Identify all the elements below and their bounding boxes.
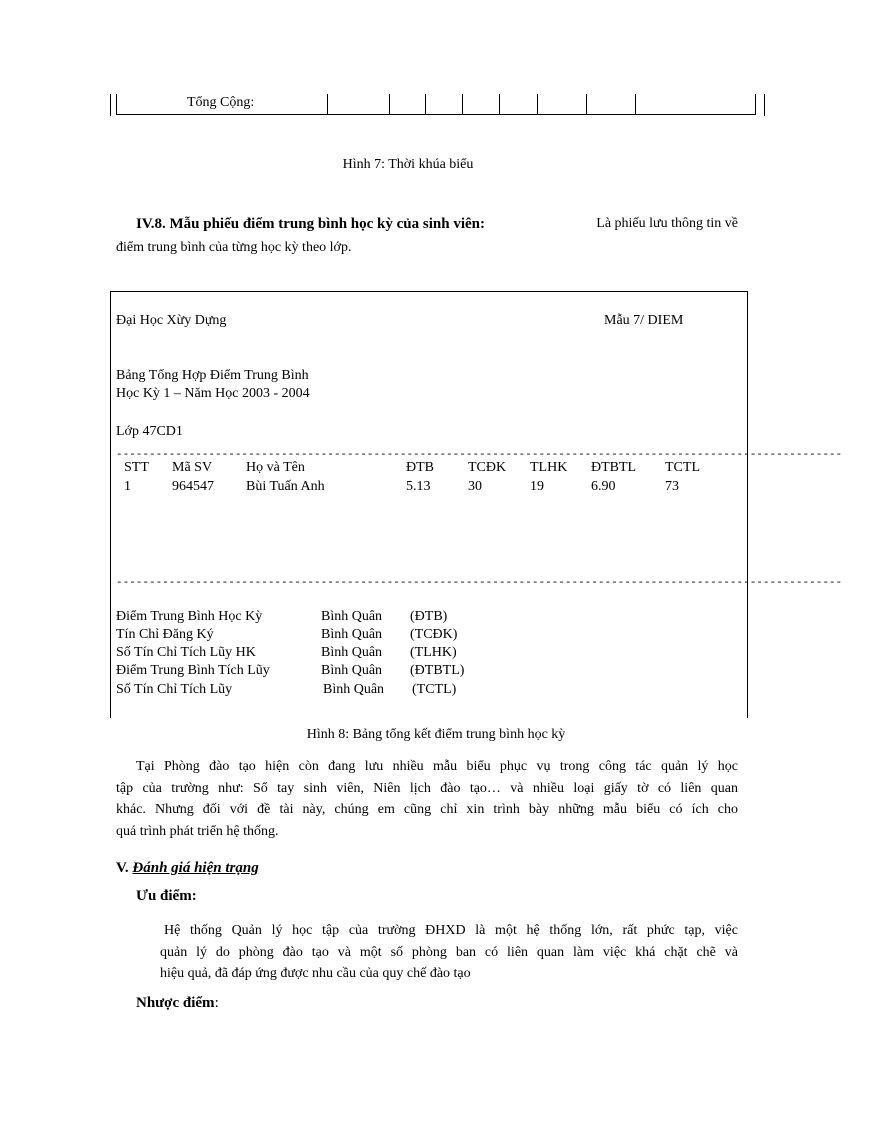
- class-label: Lớp 47CD1: [116, 424, 183, 439]
- cell-stt: 1: [124, 479, 131, 494]
- col-header-tcdk: TCĐK: [468, 460, 507, 475]
- cell-tlhk: 19: [530, 479, 544, 494]
- section-iv8-text-line2: điểm trung bình của từng học kỳ theo lớp.: [116, 240, 352, 255]
- disadvantages-colon: :: [214, 995, 219, 1011]
- section-iv8-title: IV.8. Mẫu phiếu điểm trung bình học kỳ của sinh viên:: [136, 216, 485, 232]
- cell-ho-ten: Bùi Tuấn Anh: [246, 479, 325, 494]
- cell-tctl: 73: [665, 479, 679, 494]
- figure-7-caption: Hình 7: Thời khúa biểu: [342, 157, 474, 172]
- paragraph-line: quá trình phát triển hệ thống.: [116, 823, 279, 839]
- paragraph-line: khác. Nhưng đối với đề tài này, chúng em cũng chỉ xin trình bày những mẫu biểu có ích cho: [116, 802, 738, 817]
- legend-abbr: (ĐTB): [410, 609, 448, 624]
- total-label: Tổng Cộng:: [187, 95, 255, 110]
- separator-dashes: --------------------------------------------------------------------------------------------------------------: [116, 449, 843, 461]
- total-row: [116, 94, 756, 115]
- section-v-title: Đánh giá hiện trạng: [132, 860, 259, 876]
- section-iv8-heading: [136, 216, 738, 233]
- col-header-dtbtl: ĐTBTL: [591, 460, 637, 475]
- legend-name: Số Tín Chỉ Tích Lũy HK: [116, 645, 256, 660]
- paragraph-line: Tại Phòng đào tạo hiện còn đang lưu nhiều mẫu biểu phục vụ trong công tác quản lý học: [136, 759, 738, 774]
- separator-dashes: --------------------------------------------------------------------------------------------------------------: [116, 577, 843, 589]
- legend-abbr: (TCĐK): [410, 627, 458, 642]
- legend-abbr: (TCTL): [412, 682, 457, 697]
- disadvantages-heading: Nhược điểm: [136, 995, 215, 1011]
- legend-name: Điểm Trung Bình Học Kỳ: [116, 609, 263, 624]
- form-code: Mẫu 7/ DIEM: [604, 313, 684, 328]
- paragraph-line: hiệu quả, đã đáp ứng được nhu cầu của quy chế đào tạo: [160, 966, 471, 981]
- disadvantages-heading-wrap: [136, 995, 219, 1012]
- legend-avg: Bình Quân: [323, 682, 385, 697]
- paragraph-line: tập của trường như: Sổ tay sinh viên, Niên lịch đào tạo… và nhiều loại giấy tờ có liên quan: [116, 780, 738, 796]
- legend-avg: Bình Quân: [321, 609, 383, 624]
- report-title: Bảng Tổng Hợp Điểm Trung Bình: [116, 368, 309, 383]
- col-header-ma-sv: Mã SV: [172, 460, 213, 475]
- legend-name: Tín Chỉ Đăng Ký: [116, 627, 214, 642]
- legend-avg: Bình Quân: [321, 663, 383, 678]
- legend-avg: Bình Quân: [321, 627, 383, 642]
- cell-dtb: 5.13: [406, 479, 431, 494]
- col-header-tctl: TCTL: [665, 460, 700, 475]
- legend-name: Điểm Trung Bình Tích Lũy: [116, 663, 270, 678]
- legend-name: Số Tín Chỉ Tích Lũy: [116, 682, 233, 697]
- legend-abbr: (TLHK): [410, 645, 457, 660]
- figure-8-caption: Hình 8: Bảng tổng kết điểm trung bình học kỳ: [306, 727, 566, 742]
- legend-abbr: (ĐTBTL): [410, 663, 465, 678]
- semester-label: Học Kỳ 1 – Năm Học 2003 - 2004: [116, 386, 310, 401]
- body-paragraph: [116, 756, 738, 842]
- col-header-stt: STT: [124, 460, 149, 475]
- paragraph-line: quản lý do phòng đào tạo và một số phòng ban có liên quan làm việc khá chặt chẽ và: [160, 944, 738, 960]
- col-header-tlhk: TLHK: [530, 460, 568, 475]
- cell-ma-sv: 964547: [172, 479, 214, 494]
- table-border: [110, 94, 111, 116]
- cell-dtbtl: 6.90: [591, 479, 616, 494]
- section-v-number: V.: [116, 860, 129, 876]
- schedule-table-fragment: [110, 94, 765, 116]
- cell-tcdk: 30: [468, 479, 482, 494]
- advantages-paragraph: [160, 920, 738, 985]
- section-v-heading: [116, 860, 259, 877]
- university-name: Đại Học Xừy Dựng: [116, 313, 227, 328]
- col-header-ho-ten: Họ và Tên: [246, 460, 305, 475]
- legend-avg: Bình Quân: [321, 645, 383, 660]
- paragraph-line: Hệ thống Quản lý học tập của trường ĐHXD là một hệ thống lớn, rất phức tạp, việc: [164, 923, 738, 938]
- advantages-heading: Ưu điểm:: [136, 888, 197, 904]
- col-header-dtb: ĐTB: [406, 460, 434, 475]
- table-border: [764, 94, 765, 116]
- section-iv8-text: Là phiếu lưu thông tin về: [596, 216, 738, 231]
